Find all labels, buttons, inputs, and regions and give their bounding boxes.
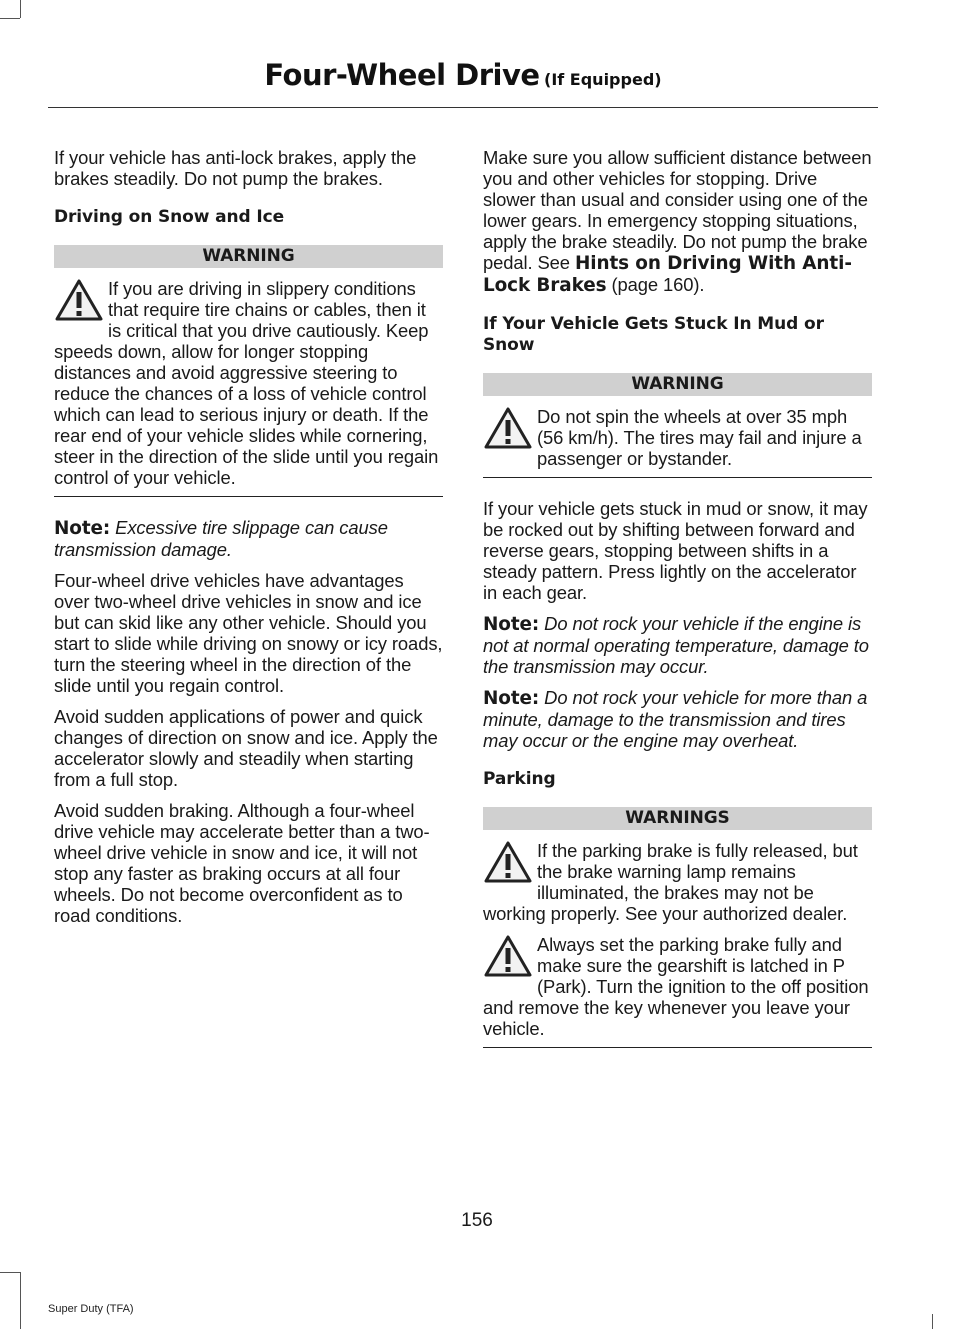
note-label: Note: (54, 518, 111, 539)
intro-text: Make sure you allow sufficient distance between you and other vehicles for stopping. Drive slower than usual and consider using one of the lower gears. In emergency stopping situations, apply the brake steadily. Do not pump the brake pedal. See (483, 147, 872, 273)
page-header (48, 50, 878, 108)
note-label: Note: (483, 614, 540, 635)
warning-item (54, 278, 443, 488)
section-heading-parking: Parking (483, 769, 556, 789)
body-paragraph: If your vehicle gets stuck in mud or snow, it may be rocked out by shifting between forward and reverse gears, stopping between shifts in a steady pattern. Press lightly on the accelerator in each gear. (483, 498, 868, 603)
body-paragraph: Avoid sudden braking. Although a four-wheel drive vehicle may accelerate better than a two-wheel drive vehicle in snow and ice, it will not stop any faster as braking occurs at all four wheels. Do not become overconfident as to road conditions. (54, 800, 430, 926)
note-text: Excessive tire slippage can cause transmission damage. (54, 517, 388, 560)
note-label: Note: (483, 688, 540, 709)
warning-label: WARNING (483, 373, 872, 396)
crop-mark (0, 1272, 20, 1273)
page-title: Four-Wheel Drive (264, 58, 540, 92)
note (483, 613, 872, 677)
footer-label: Super Duty (TFA) (48, 1303, 134, 1315)
page-subtitle: (If Equipped) (544, 70, 662, 89)
cross-reference-link[interactable]: Hints on Driving With Anti-Lock Brakes (483, 253, 852, 296)
warning-block (54, 245, 443, 497)
warning-triangle-icon (54, 278, 104, 322)
warning-item (483, 406, 872, 469)
warning-label: WARNING (54, 245, 443, 268)
warning-triangle-icon (483, 840, 533, 884)
body-paragraph: Four-wheel drive vehicles have advantages over two-wheel drive vehicles in snow and ice but can skid like any other vehicle. Should you start to slide while driving on snowy or icy roads, turn the steering wheel in the direction of the slide until you regain control. (54, 570, 443, 696)
warning-text: Always set the parking brake fully and make sure the gearshift is latched in P (Park). Turn the ignition to the off position and remove the key whenever you leave your vehicle. (483, 934, 869, 1039)
warning-item (483, 934, 872, 1039)
note (483, 687, 872, 751)
note-text: Do not rock your vehicle if the engine is not at normal operating temperature, damage to the transmission may occur. (483, 613, 869, 677)
note (54, 517, 443, 560)
warning-item (483, 840, 872, 924)
page-number: 156 (461, 1210, 493, 1231)
warning-text: If you are driving in slippery conditions that require tire chains or cables, then it is critical that you drive cautiously. Keep speeds down, allow for longer stopping distances and avoid aggressive steering to reduce the chances of a loss of vehicle control which can lead to serious injury or death. If the rear end of your vehicle slides while cornering, steer in the direction of the slide until you regain control of your vehicle. (54, 278, 439, 488)
right-column (483, 147, 872, 1068)
crop-mark (0, 18, 20, 19)
note-text: Do not rock your vehicle for more than a minute, damage to the transmission and tires may occur or the engine may overheat. (483, 687, 868, 751)
crop-mark (932, 1314, 933, 1329)
section-heading-snow-ice: Driving on Snow and Ice (54, 207, 285, 227)
warnings-label: WARNINGS (483, 807, 872, 830)
warnings-block (483, 807, 872, 1048)
left-column (54, 147, 443, 936)
body-paragraph: Avoid sudden applications of power and quick changes of direction on snow and ice. Apply the accelerator slowly and steadily when starting from a full stop. (54, 706, 438, 790)
warning-text: If the parking brake is fully released, but the brake warning lamp remains illuminated, the brakes may not be working properly. See your authorized dealer. (483, 840, 858, 924)
crop-mark (20, 1272, 21, 1329)
crop-mark (20, 0, 21, 18)
section-heading-stuck: If Your Vehicle Gets Stuck In Mud or Snow (483, 314, 824, 355)
warning-triangle-icon (483, 934, 533, 978)
warning-block (483, 373, 872, 478)
warning-triangle-icon (483, 406, 533, 450)
intro-paragraph: If your vehicle has anti-lock brakes, apply the brakes steadily. Do not pump the brakes. (54, 147, 417, 189)
intro-paragraph (483, 147, 872, 296)
warning-text: Do not spin the wheels at over 35 mph (56 km/h). The tires may fail and injure a passenger or bystander. (537, 406, 862, 469)
page-reference: (page 160). (611, 274, 705, 295)
